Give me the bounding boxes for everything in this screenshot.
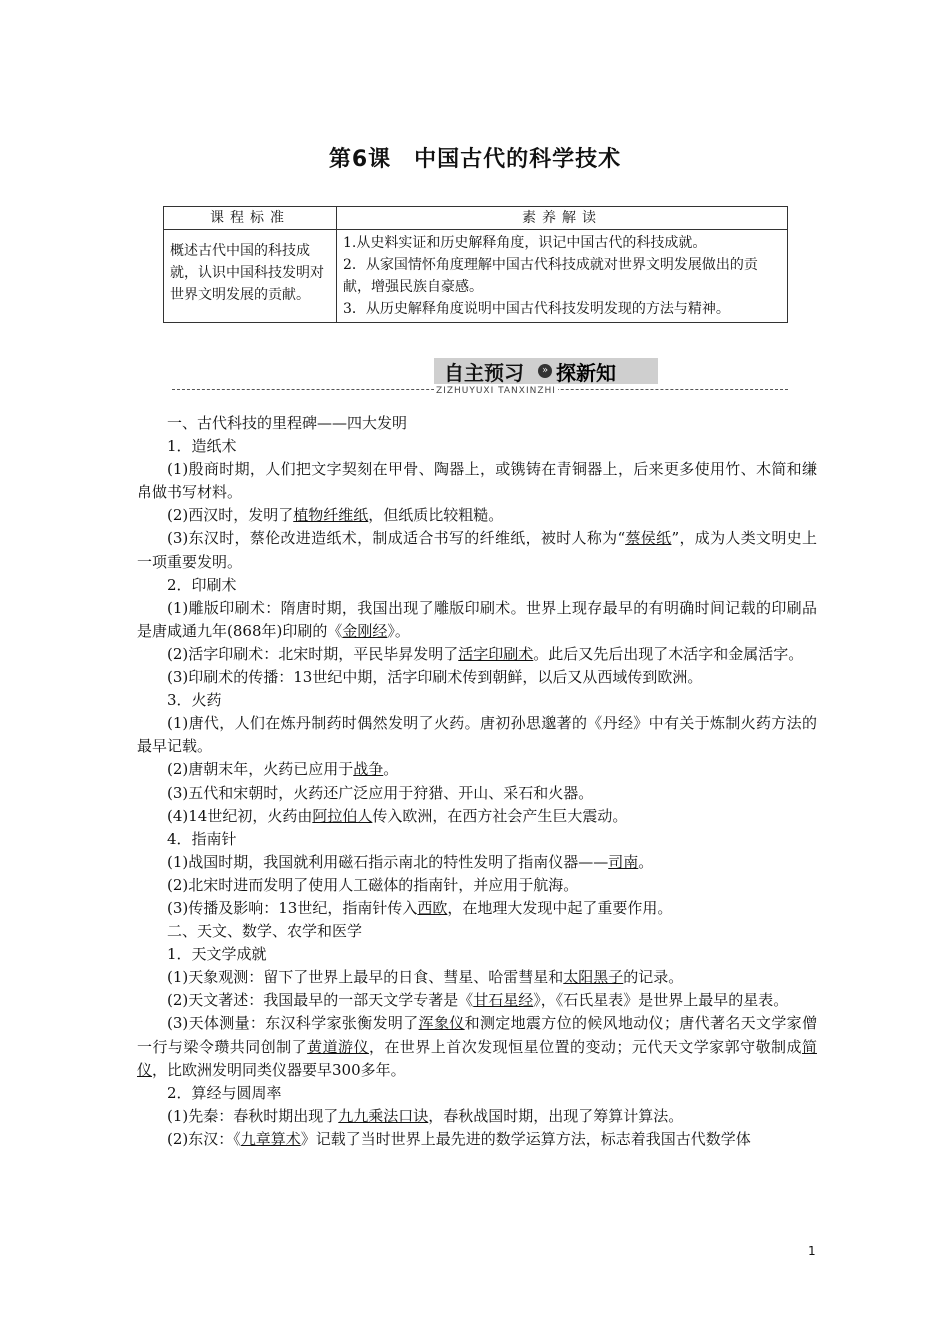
banner-pinyin: ZIZHUYUXI TANXINZHI	[436, 386, 556, 396]
text-run: ，比欧洲发明同类仪器要早300多年。	[152, 1060, 406, 1079]
page-number: 1	[808, 1244, 816, 1258]
text-run: (1)雕版印刷术：隋唐时期，我国出现了雕版印刷术。世界上现存最早的有明确时间记载的印刷品是唐咸通九年(868年)印刷的《	[137, 598, 817, 640]
text-run: ，在世界上首次发现恒星位置的变动；元代天文学家郭守敬制成	[368, 1037, 802, 1056]
paragraph	[137, 527, 817, 573]
double-chevron-icon: »	[538, 364, 552, 378]
key-term: 阿拉伯人	[312, 806, 373, 825]
text-run: 一、古代科技的里程碑——四大发明	[167, 414, 408, 432]
text-run: (2)东汉：《	[167, 1129, 241, 1148]
text-run: 》。	[387, 621, 410, 640]
paragraph	[137, 458, 817, 504]
paragraph	[137, 1012, 817, 1081]
text-run: (3)东汉时，蔡伦改进造纸术，制成适合书写的纤维纸，被时人称为“	[167, 529, 626, 548]
paragraph	[137, 574, 817, 597]
text-run: ，春秋战国时期，出现了筹算计算法。	[428, 1106, 684, 1125]
paragraph	[137, 1105, 817, 1128]
text-run: 。	[383, 760, 399, 779]
key-term: 金刚经	[342, 621, 388, 640]
text-run: 4．指南针	[167, 829, 237, 848]
text-run: (2)西汉时，发明了	[167, 506, 294, 525]
text-run: (2)北宋时进而发明了使用人工磁体的指南针，并应用于航海。	[167, 875, 579, 894]
curriculum-table	[163, 206, 788, 323]
paragraph	[137, 1128, 817, 1151]
text-run: (1)殷商时期，人们把文字契刻在甲骨、陶器上，或镌铸在青铜器上，后来更多使用竹、木简和缣帛做书写材料。	[137, 460, 817, 502]
paragraph	[137, 597, 817, 643]
key-term: 九章算术	[240, 1129, 301, 1148]
key-term: 甘石星经	[473, 991, 534, 1010]
table-cell-standard: 概述古代中国的科技成就，认识中国科技发明对世界文明发展的贡献。	[164, 230, 337, 323]
text-run: 1．造纸术	[167, 437, 237, 456]
body-text	[137, 412, 817, 1151]
paragraph	[137, 851, 817, 874]
paragraph	[137, 643, 817, 666]
key-term: 西欧	[417, 898, 448, 917]
text-run: (1)唐代，人们在炼丹制药时偶然发明了火药。唐初孙思邈著的《丹经》中有关于炼制火药方法的最早记载。	[137, 714, 817, 756]
key-term: 战争	[353, 760, 384, 779]
text-run: (3)五代和宋朝时，火药还广泛应用于狩猎、开山、采石和火器。	[167, 783, 594, 802]
text-run: 》记载了当时世界上最先进的数学运算方法，标志着我国古代数学体	[300, 1129, 751, 1148]
paragraph	[137, 435, 817, 458]
key-term: 活字印刷术	[458, 644, 534, 663]
text-run: 。	[638, 852, 654, 871]
paragraph	[137, 989, 817, 1012]
paragraph	[137, 943, 817, 966]
paragraph	[137, 874, 817, 897]
paragraph	[137, 758, 817, 781]
key-term: 太阳黑子	[563, 968, 624, 987]
page-title: 第6课 中国古代的科学技术	[328, 147, 622, 172]
text-run: (4)14世纪初，火药由	[167, 806, 313, 825]
paragraph	[137, 897, 817, 920]
text-run: (2)唐朝末年，火药已应用于	[167, 760, 354, 779]
paragraph	[137, 666, 817, 689]
text-run: (2)天文著述：我国最早的一部天文学专著是《	[167, 991, 474, 1010]
paragraph	[137, 966, 817, 989]
text-run: (2)活字印刷术：北宋时期，平民毕昇发明了	[167, 644, 459, 663]
key-term: 蔡侯纸	[625, 529, 672, 548]
text-run: 和测定地震方位的候风地动仪；唐代著名天文学家僧一行与梁令瓒共同创制了	[137, 1014, 817, 1056]
paragraph	[137, 689, 817, 712]
interpretation-item: 3．从历史解释角度说明中国古代科技发明发现的方法与精神。	[343, 301, 730, 317]
text-run: 2．算经与圆周率	[167, 1083, 282, 1102]
banner-left-text: 自主预习	[444, 361, 524, 385]
interpretation-item: 1.从史料实证和历史解释角度，识记中国古代的科技成就。	[343, 235, 707, 251]
text-run: 2．印刷术	[167, 575, 237, 594]
interpretation-item: 2．从家国情怀角度理解中国古代科技成就对世界文明发展做出的贡献，增强民族自豪感。	[343, 257, 758, 295]
text-run: 二、天文、数学、农学和医学	[167, 922, 363, 941]
key-term: 简仪	[137, 1037, 817, 1079]
paragraph	[137, 805, 817, 828]
key-term: 浑象仪	[418, 1014, 465, 1033]
paragraph	[137, 828, 817, 851]
key-term: 司南	[608, 852, 639, 871]
banner-right-text: 探新知	[556, 361, 616, 385]
paragraph	[137, 1082, 817, 1105]
text-run: 传入欧洲，在西方社会产生巨大震动。	[372, 806, 628, 825]
paragraph	[137, 412, 817, 435]
text-run: (1)天象观测：留下了世界上最早的日食、彗星、哈雷彗星和	[167, 968, 564, 987]
text-run: (3)天体测量：东汉科学家张衡发明了	[167, 1014, 419, 1033]
paragraph	[137, 504, 817, 527]
paragraph	[137, 712, 817, 758]
text-run: 。此后又先后出现了木活字和金属活字。	[533, 644, 804, 663]
text-run: 1．天文学成就	[167, 945, 267, 964]
text-run: 》，《石氏星表》是世界上最早的星表。	[533, 991, 789, 1010]
table-header-interpretation: 素养解读	[337, 207, 788, 230]
text-run: (1)先秦：春秋时期出现了	[167, 1106, 339, 1125]
key-term: 植物纤维纸	[293, 506, 369, 525]
section-banner	[172, 354, 788, 400]
text-run: 的记录。	[623, 968, 684, 987]
text-run: ，但纸质比较粗糙。	[368, 506, 504, 525]
text-run: 3．火药	[167, 691, 222, 710]
paragraph	[137, 920, 817, 943]
text-run: (3)印刷术的传播：13世纪中期，活字印刷术传到朝鲜，以后又从西域传到欧洲。	[167, 668, 703, 687]
text-run: ”，成为人类文明史上一项重要发明。	[137, 529, 817, 571]
table-header-standard: 课程标准	[164, 207, 337, 230]
text-run: (3)传播及影响：13世纪，指南针传入	[167, 898, 418, 917]
table-cell-interpretation	[337, 230, 788, 323]
text-run: (1)战国时期，我国就利用磁石指示南北的特性发明了指南仪器——	[167, 852, 609, 871]
key-term: 九九乘法口诀	[338, 1106, 429, 1125]
key-term: 黄道游仪	[307, 1037, 369, 1056]
paragraph	[137, 782, 817, 805]
text-run: ，在地理大发现中起了重要作用。	[447, 898, 673, 917]
